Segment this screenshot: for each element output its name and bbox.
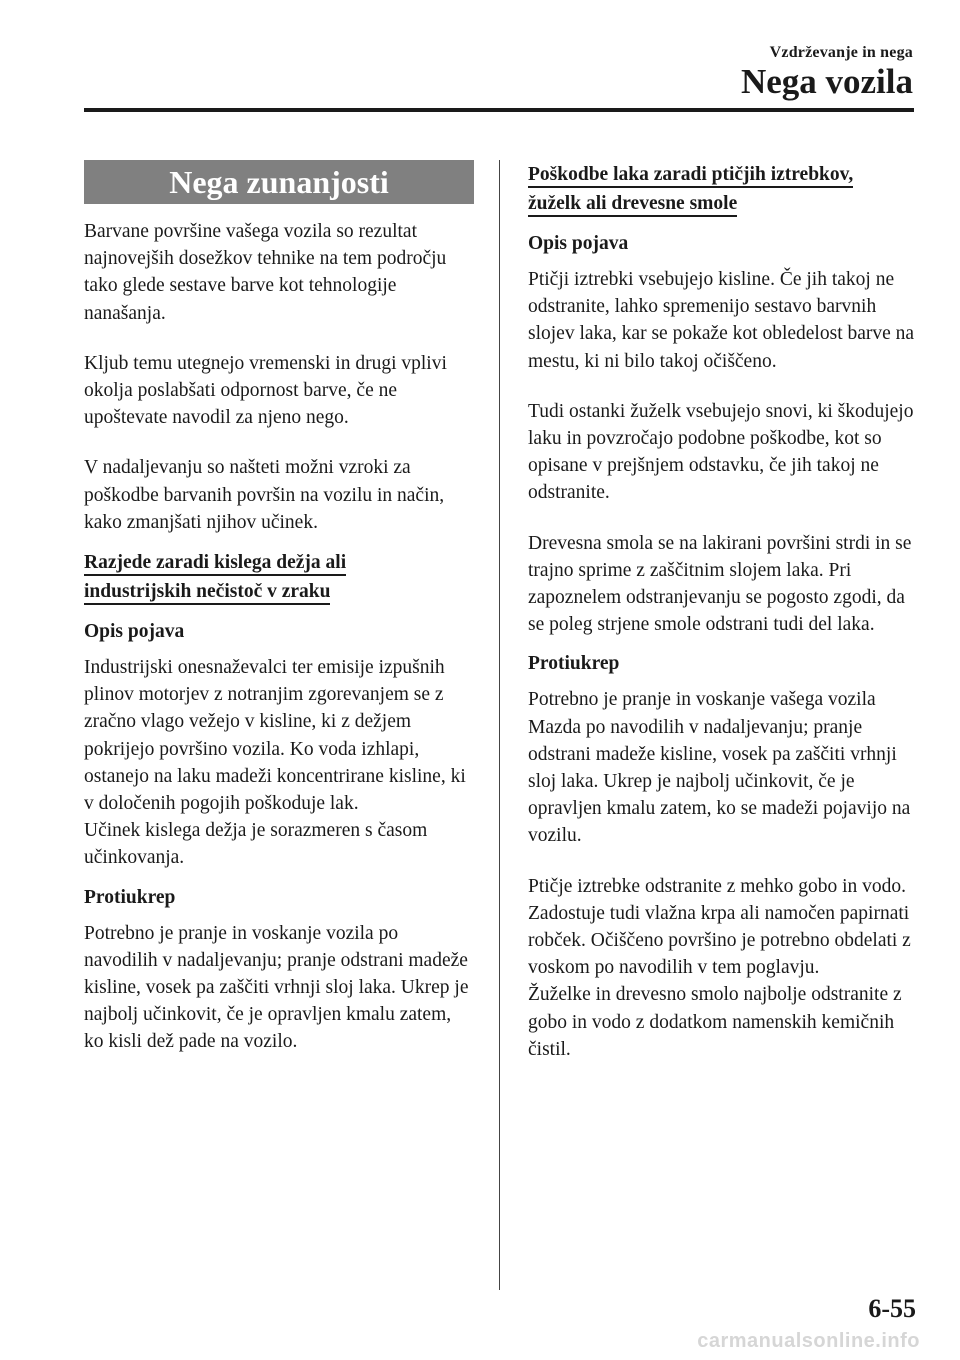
description-heading: Opis pojava	[84, 621, 185, 643]
countermeasure-text: Potrebno je pranje in voskanje vozila po navodilih v nadaljevanju; pranje odstrani madeže kisline, vosek pa zaščiti vrhnji sloj laka. Ukrep je najbolj učinkovit, če je opravljen kmalu zatem, ko kisli dež pade na vozilo.	[84, 922, 469, 1053]
section-title-line-1: Razjede zaradi kislega dežja ali	[84, 552, 346, 576]
description-text: Industrijski onesnaževalci ter emisije izpušnih plinov motorjev z notranjim zgorevanjem se z zračno vlago vežejo v kisline, ki z dežjem pokrijejo površino vozila. Ko voda izhlapi, ostanejo na laku madeži koncentrirane kisline, ki v določenih pogojih poškoduje lak.	[84, 657, 466, 815]
description-heading: Opis pojava	[528, 233, 629, 254]
section-banner: Nega zunanjosti	[84, 160, 474, 204]
header-rule	[84, 108, 914, 112]
countermeasure-paragraph-2: Ptičje iztrebke odstranite z mehko gobo in vodo. Zadostuje tudi vlažna krpa ali namočen papirnati robček. Očiščeno površino je potrebno obdelati z voskom po navodilih v tem poglavju.	[528, 875, 911, 979]
description-paragraph-1: Ptičji iztrebki vsebujejo kisline. Če jih takoj ne odstranite, lahko spremenijo sestavo barvnih slojev laka, kar se pokaže kot obledelost barve na mestu, ki ni bilo takoj očiščeno.	[528, 269, 915, 372]
section-title-line-2: industrijskih nečistoč v zraku	[84, 581, 330, 605]
header-section-label: Vzdrževanje in nega	[769, 44, 913, 61]
countermeasure-paragraph-1: Potrebno je pranje in voskanje vašega vozila Mazda po navodilih v nadaljevanju; pranje odstrani madeže kisline, vosek pa zaščiti vrhnji sloj laka. Ukrep je najbolj učinkovit, če je opravljen kmalu zatem, ko se madeži pojavijo na vozilu.	[528, 689, 911, 847]
countermeasure-paragraph-3: Žuželke in drevesno smolo najbolje odstranite z gobo in vodo z dodatkom namenskih kemičnih čistil.	[528, 984, 902, 1060]
page-title: Nega vozila	[740, 62, 913, 101]
description-paragraph-3: Drevesna smola se na lakirani površini strdi in se trajno sprime z zaščitnim slojem laka. Pri zapoznelem odstranjevanju se pogosto zgodi, da se poleg strjene smole odstrani tudi del laka.	[528, 532, 912, 636]
description-paragraph-2: Tudi ostanki žuželk vsebujejo snovi, ki škodujejo laku in povzročajo podobne poškodbe, kot so opisane v prejšnjem odstavku, če jih takoj ne odstranite.	[528, 400, 914, 504]
intro-paragraph-2: Kljub temu utegnejo vremenski in drugi vplivi okolja poslabšati odpornost barve, če ne upoštevate navodil za njeno nego.	[84, 352, 447, 429]
section-title-line-1: Poškodbe laka zaradi ptičjih iztrebkov,	[528, 164, 853, 188]
description-text-2: Učinek kislega dežja je sorazmeren s časom učinkovanja.	[84, 820, 428, 869]
intro-paragraph-1: Barvane površine vašega vozila so rezultat najnovejših dosežkov tehnike na tem področju tako glede sestave barve kot tehnologije nanašanja.	[84, 221, 447, 324]
column-divider	[499, 160, 500, 1290]
section-title-line-2: žuželk ali drevesne smole	[528, 193, 737, 217]
section-title-acid-rain	[84, 548, 474, 606]
page-number: 6-55	[868, 1294, 916, 1323]
section-title-bird-droppings	[528, 160, 918, 218]
left-column	[84, 160, 474, 1079]
right-column	[528, 160, 918, 1086]
intro-paragraph-3: V nadaljevanju so našteti možni vzroki za poškodbe barvanih površin na vozilu in način, kako zmanjšati njihov učinek.	[84, 457, 445, 533]
watermark: carmanualsonline.info	[697, 1330, 920, 1352]
countermeasure-heading: Protiukrep	[84, 886, 176, 908]
countermeasure-heading: Protiukrep	[528, 653, 620, 675]
